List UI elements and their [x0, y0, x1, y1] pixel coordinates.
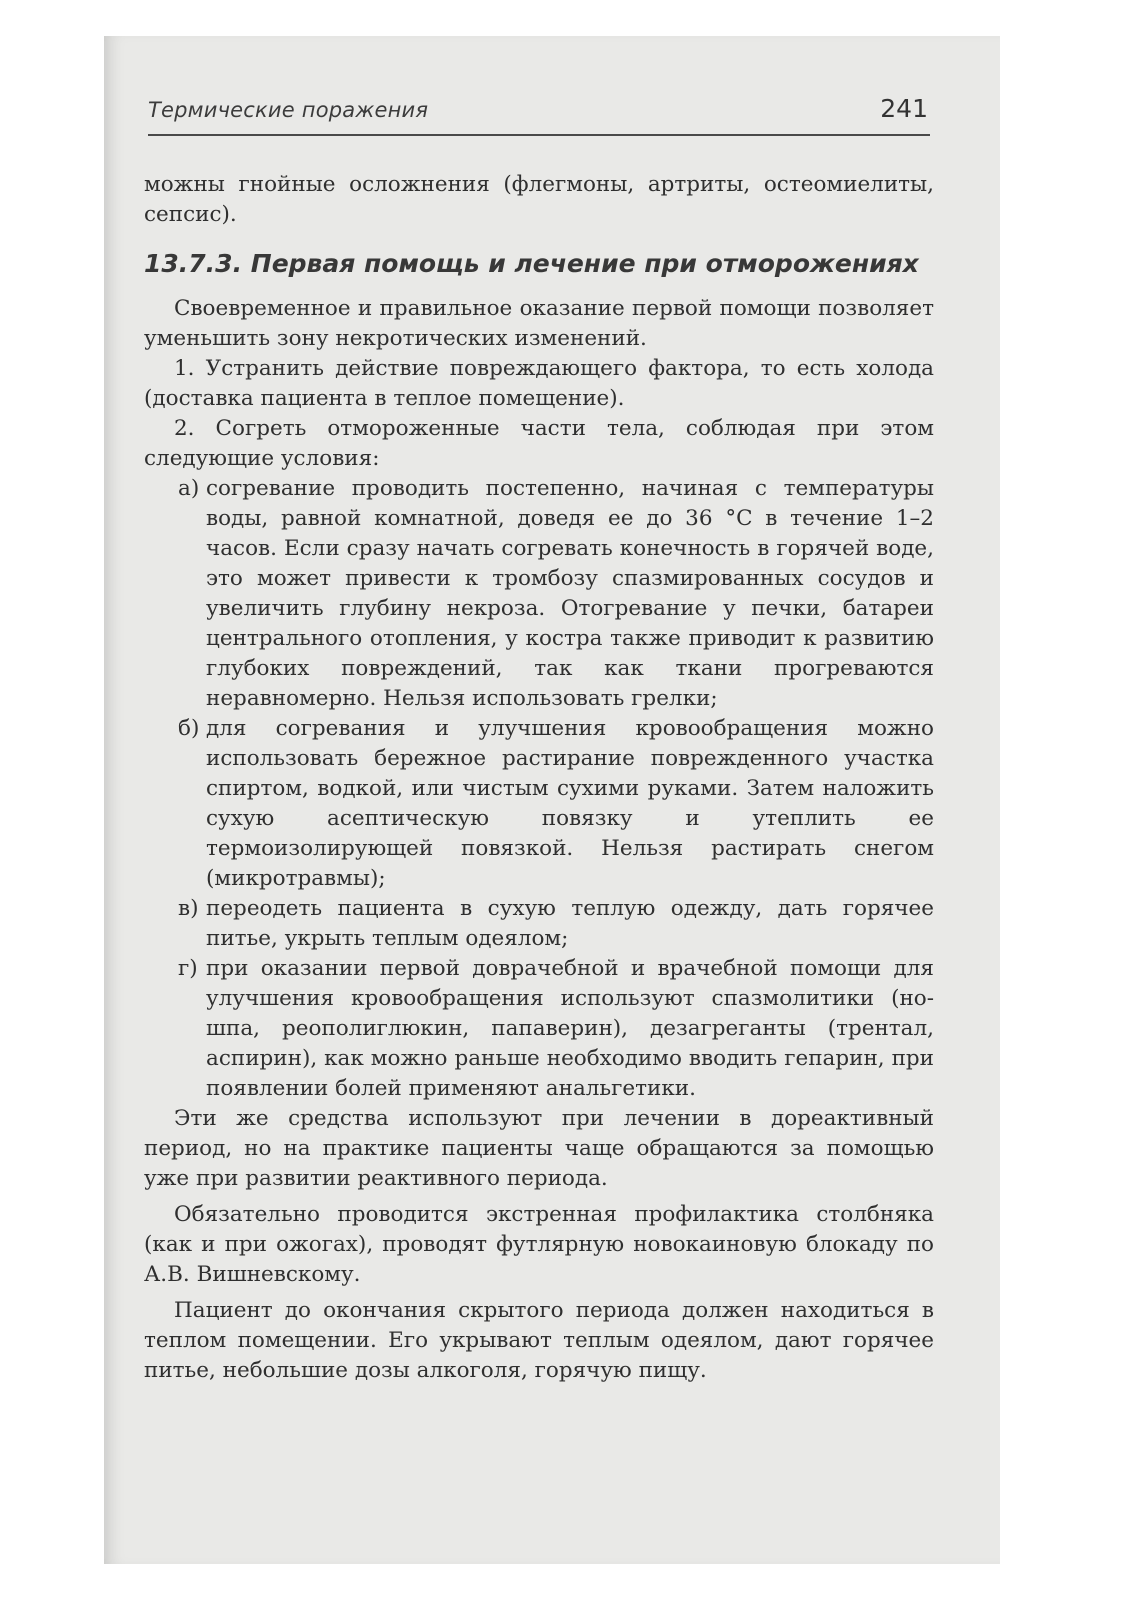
list-item-text: согревание проводить постепенно, начиная с температуры воды, равной комнатной, доведя ее до 36 °С в течение 1–2 часов. Если сразу начать согревать конечность в горячей воде, это может привести к тромбозу спазмированных сосудов и увеличить глубину некроза. Отогревание у печки, батареи центрального отопления, у костра также приводит к развитию глубоких повреждений, так как ткани прогреваются неравномерно. Нельзя использовать грелки;: [206, 476, 934, 711]
list-item: [178, 474, 934, 714]
tetanus-paragraph: Обязательно проводится экстренная профилактика столбняка (как и при ожогах), проводят футлярную новокаиновую блокаду по А.В. Вишневскому.: [144, 1202, 934, 1287]
list-marker: б): [178, 716, 200, 741]
list-marker: г): [178, 956, 198, 981]
list-item: [178, 954, 934, 1104]
page-content: [144, 170, 934, 1386]
list-marker: в): [178, 896, 199, 921]
list-item-text: для согревания и улучшения кровообращения можно использовать бережное растирание поврежденного участка спиртом, водкой, или чистым сухими руками. Затем наложить сухую асептическую повязку и утеплить ее термоизолирующей повязкой. Нельзя растирать снегом (микротравмы);: [206, 716, 934, 891]
book-page: [104, 36, 1000, 1564]
latent-period-paragraph: Пациент до окончания скрытого периода должен находиться в теплом помещении. Его укрывают теплым одеялом, дают горячее питье, небольшие дозы алкоголя, горячую пищу.: [144, 1298, 934, 1383]
running-header: [148, 94, 930, 136]
step-2-paragraph: 2. Согреть отмороженные части тела, соблюдая при этом следующие условия:: [144, 416, 934, 471]
list-item-text: переодеть пациента в сухую теплую одежду, дать горячее питье, укрыть теплым одеялом;: [206, 896, 934, 951]
intro-paragraph: Своевременное и правильное оказание первой помощи позволяет уменьшить зону некротических изменений.: [144, 296, 934, 351]
step-1-paragraph: 1. Устранить действие повреждающего фактора, то есть холода (доставка пациента в теплое помещение).: [144, 356, 934, 411]
treatment-paragraph: Эти же средства используют при лечении в дореактивный период, но на практике пациенты чаще обращаются за помощью уже при развитии реактивного периода.: [144, 1106, 934, 1191]
continuation-paragraph: можны гнойные осложнения (флегмоны, артриты, остеомиелиты, сепсис).: [144, 172, 934, 227]
conditions-list: [144, 474, 934, 1104]
page-number: 241: [880, 94, 928, 123]
list-item: [178, 894, 934, 954]
list-item: [178, 714, 934, 894]
list-marker: а): [178, 476, 200, 501]
running-title: Термические поражения: [148, 98, 429, 122]
list-item-text: при оказании первой доврачебной и врачебной помощи для улучшения кровообращения используют спазмолитики (но-шпа, реополиглюкин, папаверин), дезагреганты (трентал, аспирин), как можно раньше необходимо вводить гепарин, при появлении болей применяют анальгетики.: [206, 956, 934, 1101]
section-heading: 13.7.3. Первая помощь и лечение при отморожениях: [144, 249, 919, 278]
